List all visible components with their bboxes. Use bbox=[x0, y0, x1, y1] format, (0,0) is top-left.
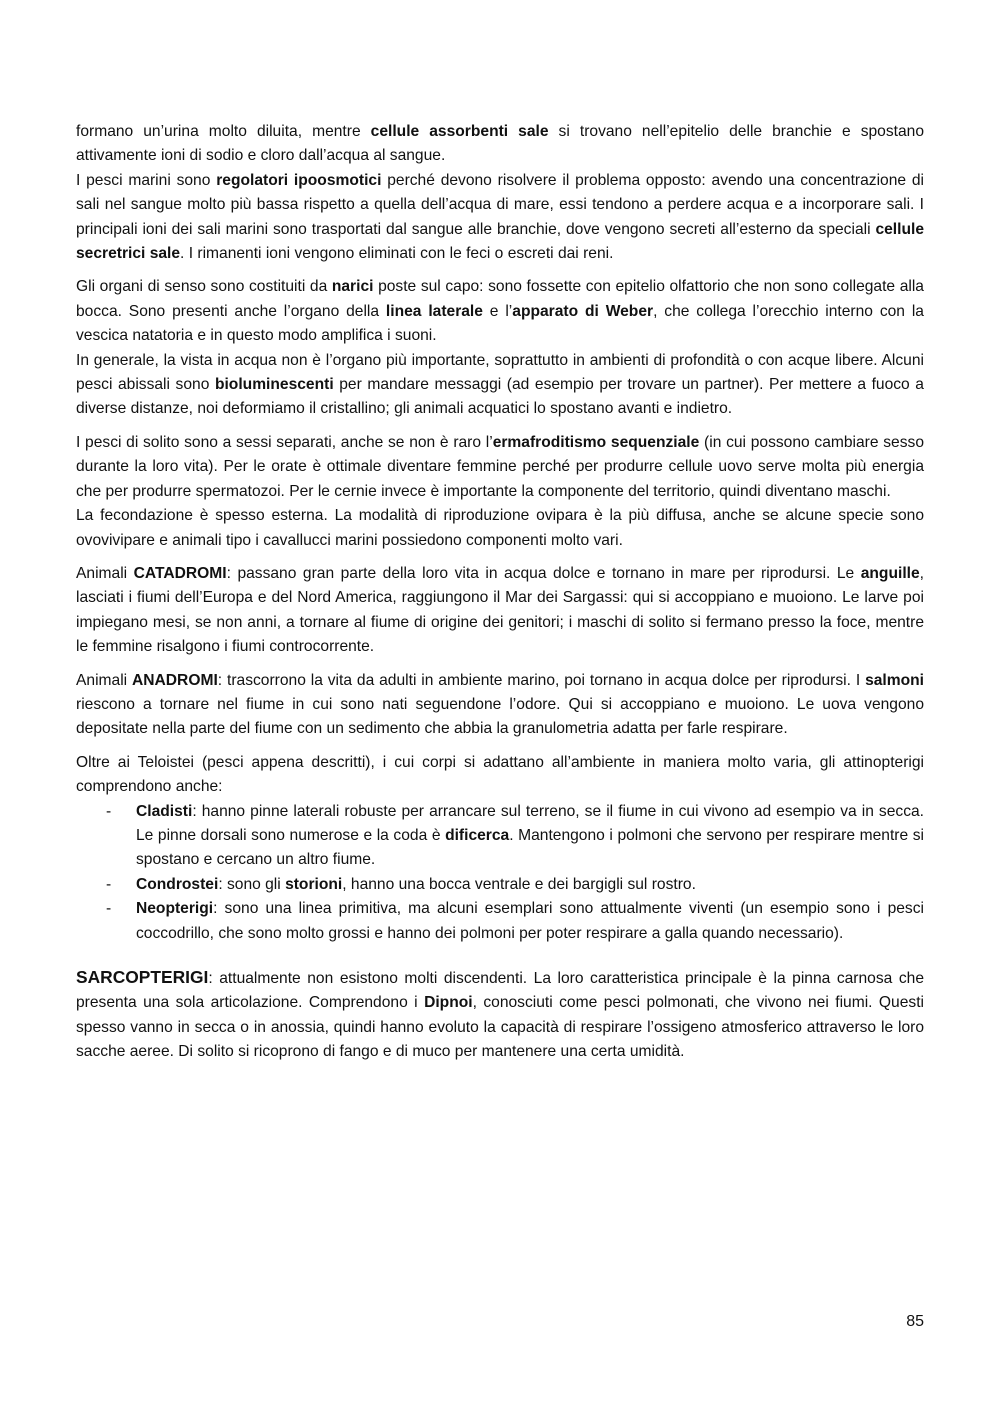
paragraph bbox=[76, 275, 924, 348]
paragraph bbox=[76, 669, 924, 742]
bold-term: CATADROMI bbox=[133, 564, 227, 582]
text-run: poste sul capo: sono fossette con epitelio olfattorio che non sono collegate alla bocca. Sono presenti anche l’organo della bbox=[76, 278, 924, 320]
text-run: Animali bbox=[76, 671, 133, 689]
text-run: : passano gran parte della loro vita in acqua dolce e tornano in mare per riprodursi. Le bbox=[226, 564, 861, 582]
text-run: Oltre ai Teloistei (pesci appena descritti), i cui corpi si adattano all’ambiente in maniera molto varia, gli attinopterigi comprendono anche: bbox=[76, 753, 924, 796]
bold-term: salmoni bbox=[865, 671, 924, 689]
text-run: I pesci marini sono bbox=[76, 171, 217, 189]
text-run: . I rimanenti ioni vengono eliminati con le feci o escreti dai reni. bbox=[180, 245, 614, 263]
text-run: : trascorrono la vita da adulti in ambiente marino, poi tornano in acqua dolce per riprodursi. I bbox=[217, 671, 866, 689]
bold-term: ANADROMI bbox=[132, 671, 218, 689]
list-item bbox=[76, 873, 924, 897]
bold-term: dificerca bbox=[445, 826, 510, 844]
list-item bbox=[76, 897, 924, 946]
list-item bbox=[76, 800, 924, 873]
bold-term: bioluminescenti bbox=[214, 376, 334, 394]
bold-term: cellule assorbenti sale bbox=[370, 123, 549, 140]
paragraph bbox=[76, 349, 924, 422]
text-run: . Mantengono i polmoni che servono per respirare mentre si spostano e cercano un altro fiume. bbox=[136, 826, 924, 869]
bold-term: Cladisti bbox=[136, 802, 193, 820]
list-bullet: - bbox=[106, 900, 112, 918]
paragraph bbox=[76, 751, 924, 800]
bold-term: anguille bbox=[860, 564, 920, 582]
dash-list bbox=[76, 800, 924, 946]
paragraph bbox=[76, 431, 924, 504]
bold-term: cellule secretrici sale bbox=[76, 220, 924, 263]
paragraph bbox=[76, 120, 924, 169]
text-run: : attualmente non esistono molti discendenti. La loro caratteristica principale è la pinna carnosa che presenta una sola articolazione. Comprendono i bbox=[76, 970, 924, 1012]
text-run: riescono a tornare nel fiume in cui sono nati seguendone l’odore. Qui si accoppiano e muoiono. Le uova vengono depositate nella parte del fiume con un sedimento che abbia la granulometria adatta per farle respirare. bbox=[76, 695, 924, 738]
bold-term: Condrostei bbox=[136, 875, 219, 893]
text-run: (in cui possono cambiare sesso durante la loro vita). Per le orate è ottimale diventare femmine perché per produrre cellule uovo serve molta più energia che per produrre spermatozoi. Per le cernie invece è importante la componente del territorio, quindi diventano maschi. bbox=[76, 433, 924, 500]
text-run: : sono una linea primitiva, ma alcuni esemplari sono attualmente viventi (un esempio sono i pesci coccodrillo, che sono molto grossi e hanno dei polmoni per poter respirare a galla quando necessario). bbox=[136, 900, 924, 942]
text-run: : sono gli bbox=[218, 875, 286, 893]
text-run: La fecondazione è spesso esterna. La modalità di riproduzione ovipara è la più diffusa, anche se alcune specie sono ovovivipare e animali tipo i cavallucci marini possiedono componenti molto vari. bbox=[76, 507, 924, 549]
paragraph bbox=[76, 562, 924, 660]
list-bullet: - bbox=[106, 875, 112, 893]
bold-term: SARCOPTERIGI bbox=[76, 967, 209, 987]
text-run: e l’ bbox=[482, 302, 513, 320]
text-run: per mandare messaggi (ad esempio per trovare un partner). Per mettere a fuoco a diverse distanze, noi deformiamo il cristallino; gli animali acquatici lo spostano avanti e indietro. bbox=[76, 376, 924, 418]
paragraph bbox=[76, 504, 924, 553]
closing-paragraph bbox=[76, 965, 924, 1065]
bold-term: linea laterale bbox=[385, 302, 483, 320]
body-text bbox=[76, 120, 924, 800]
paragraph bbox=[76, 169, 924, 267]
text-run: : hanno pinne laterali robuste per arrancare sul terreno, se il fiume in cui vivono ad esempio va in secca. Le pinne dorsali sono numerose e la coda è bbox=[136, 802, 924, 844]
text-run: , che collega l’orecchio interno con la vescica natatoria e in questo modo amplifica i suoni. bbox=[76, 302, 924, 345]
list-bullet: - bbox=[106, 802, 112, 820]
bold-term: narici bbox=[331, 278, 374, 296]
text-run: perché devono risolvere il problema opposto: avendo una concentrazione di sali nel sangue molto più bassa rispetto a quella dell’acqua di mare, essi tendono a perdere acqua e a incorporare sali. I principali ioni dei sali marini sono trasportati dal sangue alle branchie, dove vengono secreti all’esterno da speciali bbox=[76, 171, 924, 238]
page-number: 85 bbox=[906, 1313, 924, 1330]
bold-term: regolatori ipoosmotici bbox=[216, 171, 382, 189]
text-run: In generale, la vista in acqua non è l’organo più importante, soprattutto in ambienti di profondità o con acque libere. Alcuni pesci abissali sono bbox=[76, 351, 924, 394]
text-run: Animali bbox=[76, 564, 134, 582]
text-run: si trovano nell’epitelio delle branchie e spostano attivamente ioni di sodio e cloro dall’acqua al sangue. bbox=[76, 123, 924, 165]
bold-term: Dipnoi bbox=[424, 994, 473, 1012]
bold-term: storioni bbox=[285, 875, 343, 893]
text-run: , lasciati i fiumi dell’Europa e del Nord America, raggiungono il Mar dei Sargassi: qui si accoppiano e muoiono. Le larve poi impiegano mesi, se non anni, a tornare al fiume di origine dei genitori; i maschi di solito si fermano presso la foce, mentre le femmine risalgono i fiumi controcorrente. bbox=[76, 564, 924, 656]
text-run: I pesci di solito sono a sessi separati, anche se non è raro l’ bbox=[76, 433, 493, 451]
bold-term: ermafroditismo sequenziale bbox=[492, 433, 700, 451]
text-run: , conosciuti come pesci polmonati, che vivono nei fiumi. Questi spesso vanno in secca o in anossia, quindi hanno evoluto la capacità di respirare l’ossigeno atmosferico attraverso le loro sacche aeree. Di solito si ricoprono di fango e di muco per mantenere una certa umidità. bbox=[76, 994, 924, 1061]
text-run: formano un’urina molto diluita, mentre bbox=[76, 123, 371, 140]
text-run: Gli organi di senso sono costituiti da bbox=[76, 278, 332, 296]
text-run: , hanno una bocca ventrale e dei bargigli sul rostro. bbox=[342, 875, 696, 893]
bold-term: Neopterigi bbox=[136, 900, 214, 918]
bold-term: apparato di Weber bbox=[512, 302, 654, 320]
